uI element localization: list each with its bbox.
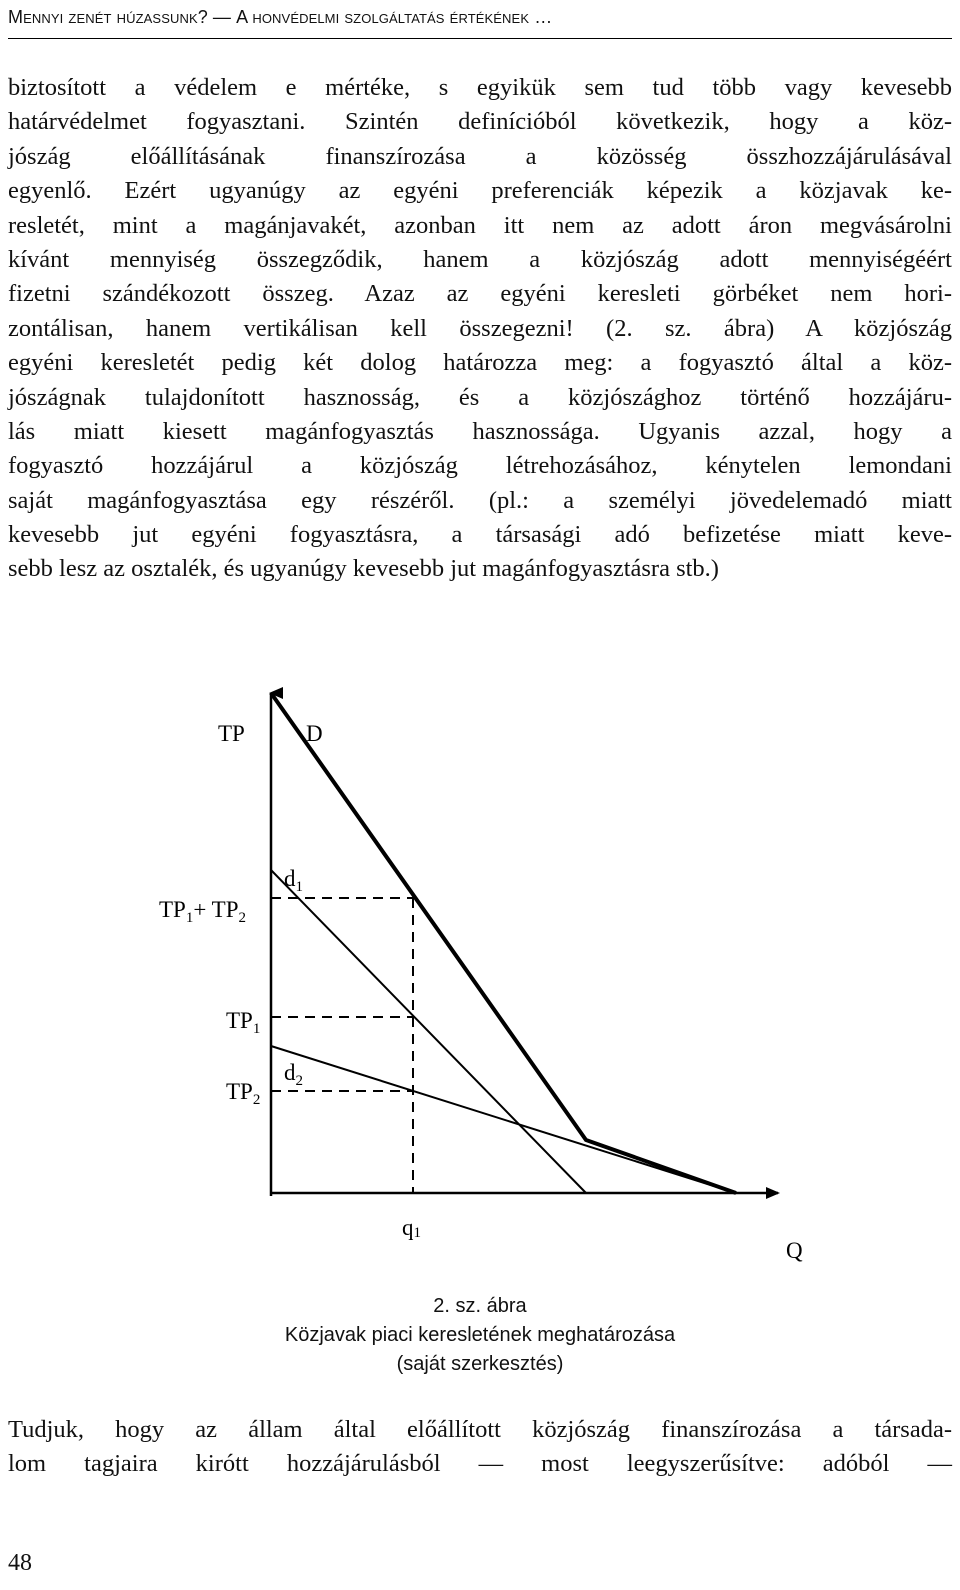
label-q1 [402, 1215, 421, 1241]
label-tp2 [226, 1079, 260, 1108]
label-tp2-main: TP [226, 1079, 253, 1104]
running-head-left: Mennyi zenét húzassunk? [8, 7, 208, 27]
paragraph-line: resletét, mint a magánjavakét, azonban itt nem az adott áron megvásárolni [8, 211, 952, 239]
paragraph-1 [8, 71, 952, 587]
label-d2 [284, 1060, 303, 1089]
running-head-right: A honvédelmi szolgáltatás értékének … [236, 7, 553, 27]
paragraph-line: lom tagjaira kirótt hozzájárulásból — most leegyszerűsítve: adóból — [8, 1450, 952, 1478]
label-tp1 [226, 1008, 260, 1037]
figure-caption-title: Közjavak piaci keresletének meghatározása [284, 1324, 676, 1346]
paragraph-line: zontálisan, hanem vertikálisan kell összegezni! (2. sz. ábra) A közjószág [8, 314, 952, 342]
paragraph-line: határvédelmet fogyasztani. Szintén definícióból következik, hogy a köz- [8, 108, 952, 136]
paragraph-line: sebb lesz az osztalék, és ugyanúgy kevesebb jut magánfogyasztásra stb.) [8, 555, 719, 583]
paragraph-line: egyéni keresletét pedig két dolog határozza meg: a fogyasztó által a köz- [8, 349, 952, 377]
running-head [8, 2, 952, 36]
paragraph-line: egyenlő. Ezért ugyanúgy az egyéni preferenciák képezik a közjavak ke- [8, 177, 952, 205]
label-tp1-main: TP [226, 1008, 253, 1033]
paragraph-line: lás miatt kiesett magánfogyasztás hasznossága. Ugyanis azzal, hogy a [8, 417, 952, 445]
paragraph-line: Tudjuk, hogy az állam által előállított közjószág finanszírozása a társada- [8, 1416, 952, 1443]
label-tp2-sub: 2 [252, 1092, 261, 1108]
label-d1 [284, 866, 303, 895]
label-d2-sub: 2 [295, 1073, 303, 1089]
paragraph-line: fogyasztó hozzájárul a közjószág létrehozásához, kénytelen lemondani [8, 452, 952, 480]
label-d2-main: d [284, 1060, 296, 1085]
paragraph-line: fizetni szándékozott összeg. Azaz az egyéni keresleti görbéket nem hori- [8, 280, 952, 308]
paragraph-line: kevesebb jut egyéni fogyasztásra, a társasági adó befizetése miatt keve- [8, 521, 952, 549]
paragraph-line: jószág előállításának finanszírozása a közösség összhozzájárulásával [8, 142, 952, 170]
label-tp1-plus-tp2 [159, 897, 246, 926]
demand-figure [0, 680, 960, 1400]
running-head-dash: — [207, 7, 237, 27]
demand-diagram [0, 680, 960, 1280]
label-d1-sub: 1 [295, 879, 303, 895]
label-tp1-sub: 1 [252, 1021, 261, 1037]
label-tp1-plus-tp2-a: TP [159, 897, 186, 922]
paragraph-2 [8, 1413, 952, 1482]
aggregate-demand-curve-d [271, 693, 736, 1193]
label-q1-main: q [402, 1215, 414, 1240]
header-rule [8, 38, 952, 39]
individual-demand-curve-d2 [271, 1046, 736, 1193]
figure-caption-number: 2. sz. ábra [433, 1295, 527, 1317]
label-q: Q [786, 1238, 803, 1263]
paragraph-line: kívánt mennyiség összegződik, hanem a közjószág adott mennyiségéért [8, 245, 952, 273]
label-q1-sub: 1 [413, 1225, 421, 1241]
label-tp1-plus-tp2-b-sub: 2 [238, 910, 246, 926]
paragraph-line: jószágnak tulajdonított hasznosság, és a közjószághoz történő hozzájáru- [8, 383, 952, 411]
label-d1-main: d [284, 866, 296, 891]
figure-caption-source: (saját szerkesztés) [396, 1353, 564, 1375]
label-d: D [306, 721, 323, 746]
paragraph-line: biztosított a védelem e mértéke, s egyikük sem tud több vagy kevesebb [8, 74, 952, 101]
label-tp1-plus-tp2-plus: + TP [193, 897, 239, 922]
paragraph-line: saját magánfogyasztása egy részéről. (pl.: a személyi jövedelemadó miatt [8, 486, 952, 514]
page-number: 48 [8, 1550, 32, 1576]
label-tp: TP [218, 721, 245, 746]
label-tp1-plus-tp2-a-sub: 1 [185, 910, 194, 926]
